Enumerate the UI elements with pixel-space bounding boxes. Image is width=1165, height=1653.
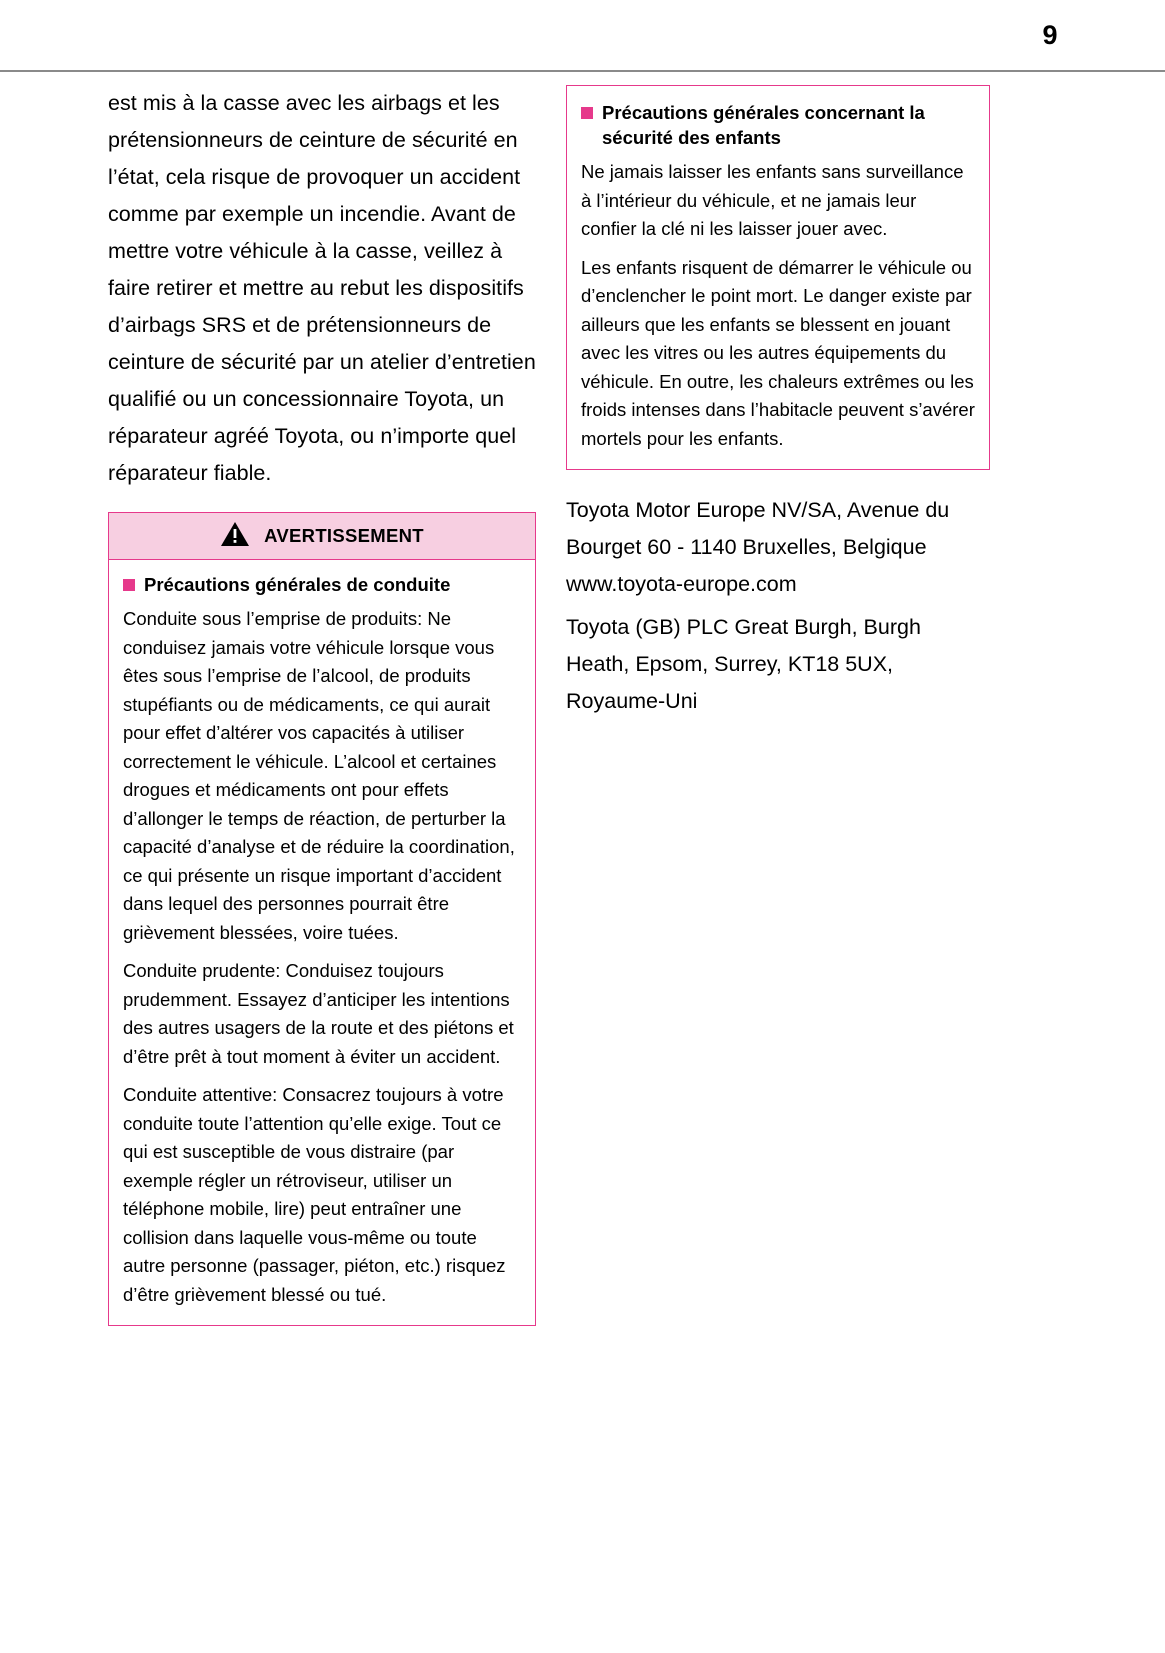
warning-triangle-icon [220, 521, 250, 552]
intro-paragraph: est mis à la casse avec les airbags et les prétensionneurs de ceinture de sécurité en l’état, cela risque de provoquer un accident comme par exemple un incendie. Avant de mettre votre véhicule à la casse, veillez à faire retirer et mettre au rebut les dispositifs d’airbags SRS et de prétensionneurs de ceinture de sécurité par un atelier d’entretien qualifié ou un concessionnaire Toyota, un réparateur agréé Toyota, ou n’importe quel réparateur fiable. [108, 91, 536, 485]
warning-paragraph: Conduite sous l’emprise de produits: Ne conduisez jamais votre véhicule lorsque vous êtes sous l’emprise de l’alcool, de produits stupéfiants ou de médicaments, ce qui aurait pour effet d’altérer vos capacités à utiliser correctement le véhicule. L’alcool et certaines drogues et médicaments ont pour effets d’allonger le temps de réaction, de perturber la capacité d’analyse et de réduire la coordination, ce qui présente un risque important d’accident dans lequel des personnes pourrait être grièvement blessées, voire tuées. [123, 608, 515, 943]
warning-title: AVERTISSEMENT [264, 525, 424, 546]
warning-subheading-row [123, 572, 521, 597]
caution-paragraph: Les enfants risquent de démarrer le véhicule ou d’enclencher le point mort. Le danger existe par ailleurs que les enfants se blessent en jouant avec les vitres ou les autres équipements du véhicule. En outre, les chaleurs extrêmes ou les froids intenses dans l’habitacle peuvent s’avérer mortels pour les enfants. [581, 256, 975, 449]
address-block [566, 492, 990, 720]
warning-box [108, 512, 536, 1326]
caution-subheading: Précautions générales concernant la sécurité des enfants [602, 102, 925, 148]
address-toyota-motor-europe: Toyota Motor Europe NV/SA, Avenue du Bourget 60 - 1140 Bruxelles, Belgique www.toyota-europe.com [566, 498, 950, 596]
square-bullet-icon [123, 579, 135, 591]
warning-paragraph: Conduite prudente: Conduisez toujours prudemment. Essayez d’anticiper les intentions des autres usagers de la route et des piétons et d’être prêt à tout moment à éviter un accident. [123, 960, 514, 1067]
right-column [566, 85, 990, 726]
page-number: 9 [1042, 20, 1057, 50]
caution-paragraph: Ne jamais laisser les enfants sans surveillance à l’intérieur du véhicule, et ne jamais leur confier la clé ni les laisser jouer avec. [581, 161, 964, 239]
warning-paragraphs [123, 605, 521, 1309]
left-column [108, 85, 536, 1326]
caution-subheading-row [581, 100, 975, 150]
warning-body [109, 560, 535, 1325]
warning-subheading: Précautions générales de conduite [144, 574, 451, 595]
caution-paragraphs [581, 158, 975, 453]
page-header [0, 0, 1165, 70]
square-bullet-icon [581, 107, 593, 119]
address-toyota-gb: Toyota (GB) PLC Great Burgh, Burgh Heath, Epsom, Surrey, KT18 5UX, Royaume-Uni [566, 615, 921, 713]
warning-title-bar [109, 513, 535, 560]
header-divider [0, 70, 1165, 72]
caution-box [566, 85, 990, 470]
intro-paragraph-block [108, 85, 536, 492]
warning-paragraph: Conduite attentive: Consacrez toujours à votre conduite toute l’attention qu’elle exige. Tout ce qui est susceptible de vous distraire (par exemple régler un rétroviseur, utiliser un téléphone mobile, lire) peut entraîner une collision dans laquelle vous-même ou toute autre personne (passager, piéton, etc.) risquez d’être grièvement blessé ou tué. [123, 1084, 506, 1305]
